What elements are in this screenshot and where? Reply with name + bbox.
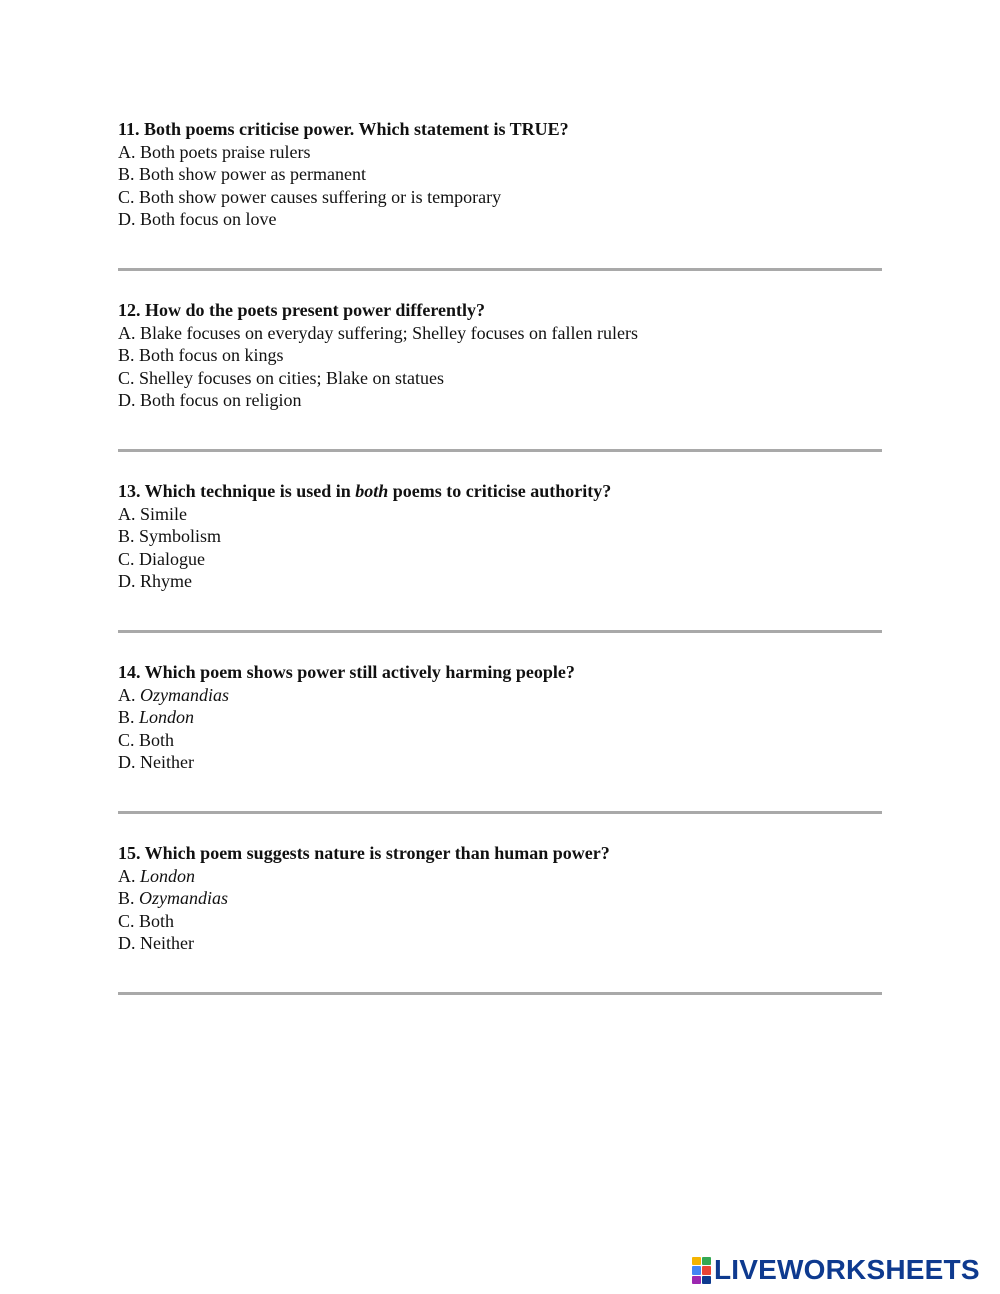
option-b[interactable] xyxy=(118,887,882,910)
question-title: 12. How do the poets present power differently? xyxy=(118,300,485,320)
option-prefix: A. xyxy=(118,684,140,705)
option-a[interactable] xyxy=(118,684,882,707)
title-text: poems to criticise authority? xyxy=(388,481,612,501)
option-d[interactable]: D. Rhyme xyxy=(118,571,192,591)
option-b[interactable]: B. Both show power as permanent xyxy=(118,164,366,184)
option-prefix: B. xyxy=(118,888,140,908)
option-d[interactable]: D. Neither xyxy=(118,752,194,772)
divider xyxy=(118,811,882,814)
question-14 xyxy=(118,661,882,774)
title-text: 13. Which technique is used in xyxy=(118,481,356,501)
divider xyxy=(118,992,882,995)
option-c[interactable]: C. Both xyxy=(118,910,175,931)
option-d[interactable]: D. Both focus on love xyxy=(118,209,277,229)
question-12 xyxy=(118,299,882,412)
brand-name: LIVEWORKSHEETS xyxy=(714,1254,980,1285)
option-c[interactable]: C. Shelley focuses on cities; Blake on statues xyxy=(118,367,444,388)
option-a[interactable]: A. Both poets praise rulers xyxy=(118,141,311,162)
option-d[interactable]: D. Both focus on religion xyxy=(118,390,302,410)
option-d[interactable]: D. Neither xyxy=(118,933,194,953)
option-a[interactable]: A. Simile xyxy=(118,503,188,524)
option-b[interactable]: B. Both focus on kings xyxy=(118,345,284,365)
option-a[interactable] xyxy=(118,865,882,888)
option-text: London xyxy=(139,707,195,727)
option-b[interactable]: B. Symbolism xyxy=(118,526,222,546)
option-b[interactable] xyxy=(118,706,882,729)
logo-tile xyxy=(702,1276,711,1284)
divider xyxy=(118,630,882,633)
logo-tile xyxy=(702,1257,711,1265)
liveworksheets-logo-icon xyxy=(692,1257,711,1284)
logo-tile xyxy=(702,1266,711,1275)
divider xyxy=(118,449,882,452)
option-prefix: B. xyxy=(118,707,140,727)
option-prefix: A. xyxy=(118,865,140,886)
question-title: 11. Both poems criticise power. Which statement is TRUE? xyxy=(118,119,569,139)
option-c[interactable]: C. Both show power causes suffering or is temporary xyxy=(118,186,502,207)
question-title xyxy=(118,480,882,503)
option-c[interactable]: C. Both xyxy=(118,729,175,750)
liveworksheets-logo[interactable] xyxy=(692,1254,980,1286)
question-title: 15. Which poem suggests nature is stronger than human power? xyxy=(118,843,610,863)
option-a[interactable]: A. Blake focuses on everyday suffering; Shelley focuses on fallen rulers xyxy=(118,322,639,343)
title-emphasis: both xyxy=(355,481,389,501)
option-text: Ozymandias xyxy=(139,888,229,908)
question-11 xyxy=(118,118,882,231)
logo-tile xyxy=(692,1257,701,1265)
question-15 xyxy=(118,842,882,955)
option-text: Ozymandias xyxy=(140,684,229,705)
logo-tile xyxy=(692,1266,701,1275)
option-c[interactable]: C. Dialogue xyxy=(118,548,205,569)
logo-tile xyxy=(692,1276,701,1284)
option-text: London xyxy=(140,865,196,886)
question-title: 14. Which poem shows power still actively harming people? xyxy=(118,662,575,682)
question-13 xyxy=(118,480,882,593)
divider xyxy=(118,268,882,271)
